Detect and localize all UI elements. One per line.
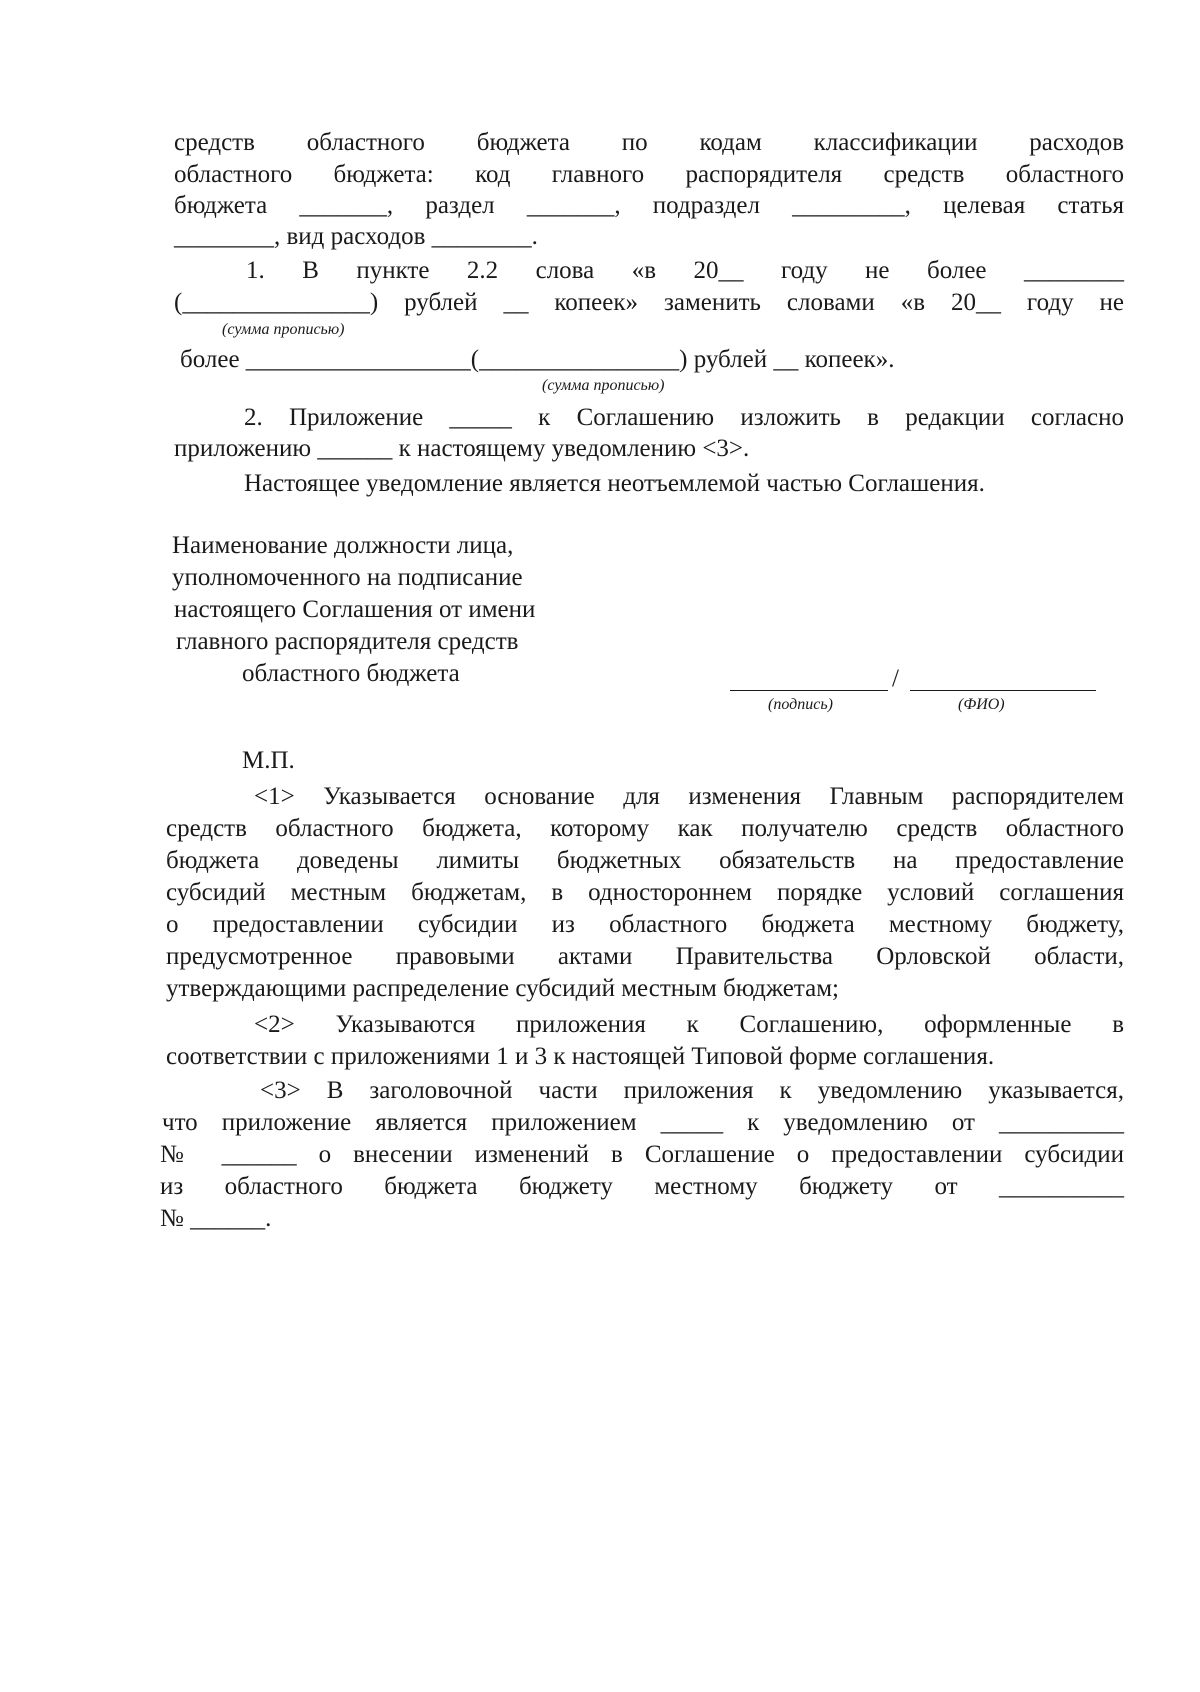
note3-line-2: что приложение является приложением _____ к уведомлению от __________: [162, 1109, 1124, 1136]
note1-line-1: <1> Указывается основание для изменения Главным распорядителем: [254, 783, 1124, 810]
caption-sum-1: (сумма прописью): [222, 321, 345, 338]
intro-line-1: средств областного бюджета по кодам классификации расходов: [174, 129, 1124, 156]
signatory-line-1: Наименование должности лица,: [172, 532, 514, 559]
signatory-line-5: областного бюджета: [242, 660, 460, 687]
item1-line-1: 1. В пункте 2.2 слова «в 20__ году не более ________: [246, 257, 1124, 284]
item2-line-1: 2. Приложение _____ к Соглашению изложить в редакции согласно: [244, 404, 1124, 431]
signature-separator: /: [892, 665, 899, 692]
closing-sentence: Настоящее уведомление является неотъемлемой частью Соглашения.: [244, 470, 985, 497]
signatory-line-4: главного распорядителя средств: [176, 628, 519, 655]
item1-line-2: (_______________) рублей __ копеек» заменить словами «в 20__ году не: [174, 289, 1124, 316]
intro-line-4: ________, вид расходов ________.: [174, 223, 538, 250]
item1-line-3: более __________________(________________) рублей __ копеек».: [180, 346, 895, 373]
signature-line: [730, 690, 888, 691]
stamp-label: М.П.: [242, 747, 295, 774]
note3-line-1: <3> В заголовочной части приложения к уведомлению указывается,: [260, 1077, 1124, 1104]
item2-line-2: приложению ______ к настоящему уведомлению <3>.: [174, 435, 750, 462]
note1-line-3: бюджета доведены лимиты бюджетных обязательств на предоставление: [166, 847, 1124, 874]
note2-line-2: соответствии с приложениями 1 и 3 к настоящей Типовой форме соглашения.: [166, 1043, 995, 1070]
note1-line-6: предусмотренное правовыми актами Правительства Орловской области,: [166, 943, 1124, 970]
note3-line-4: из областного бюджета бюджету местному бюджету от __________: [160, 1173, 1124, 1200]
name-line: [910, 690, 1096, 691]
caption-signature: (подпись): [768, 696, 833, 713]
note3-line-3: № ______ о внесении изменений в Соглашение о предоставлении субсидии: [160, 1141, 1124, 1168]
signatory-line-2: уполномоченного на подписание: [172, 564, 523, 591]
caption-name: (ФИО): [958, 696, 1005, 713]
note1-line-4: субсидий местным бюджетам, в одностороннем порядке условий соглашения: [166, 879, 1124, 906]
note1-line-7: утверждающими распределение субсидий местным бюджетам;: [166, 975, 839, 1002]
note2-line-1: <2> Указываются приложения к Соглашению, оформленные в: [254, 1011, 1124, 1038]
note1-line-2: средств областного бюджета, которому как получателю средств областного: [166, 815, 1124, 842]
note1-line-5: о предоставлении субсидии из областного бюджета местному бюджету,: [166, 911, 1124, 938]
note3-line-5: № ______.: [160, 1205, 272, 1232]
intro-line-2: областного бюджета: код главного распорядителя средств областного: [174, 161, 1124, 188]
intro-line-3: бюджета _______, раздел _______, подраздел _________, целевая статья: [174, 192, 1124, 219]
caption-sum-2: (сумма прописью): [542, 377, 665, 394]
signatory-line-3: настоящего Соглашения от имени: [174, 596, 536, 623]
